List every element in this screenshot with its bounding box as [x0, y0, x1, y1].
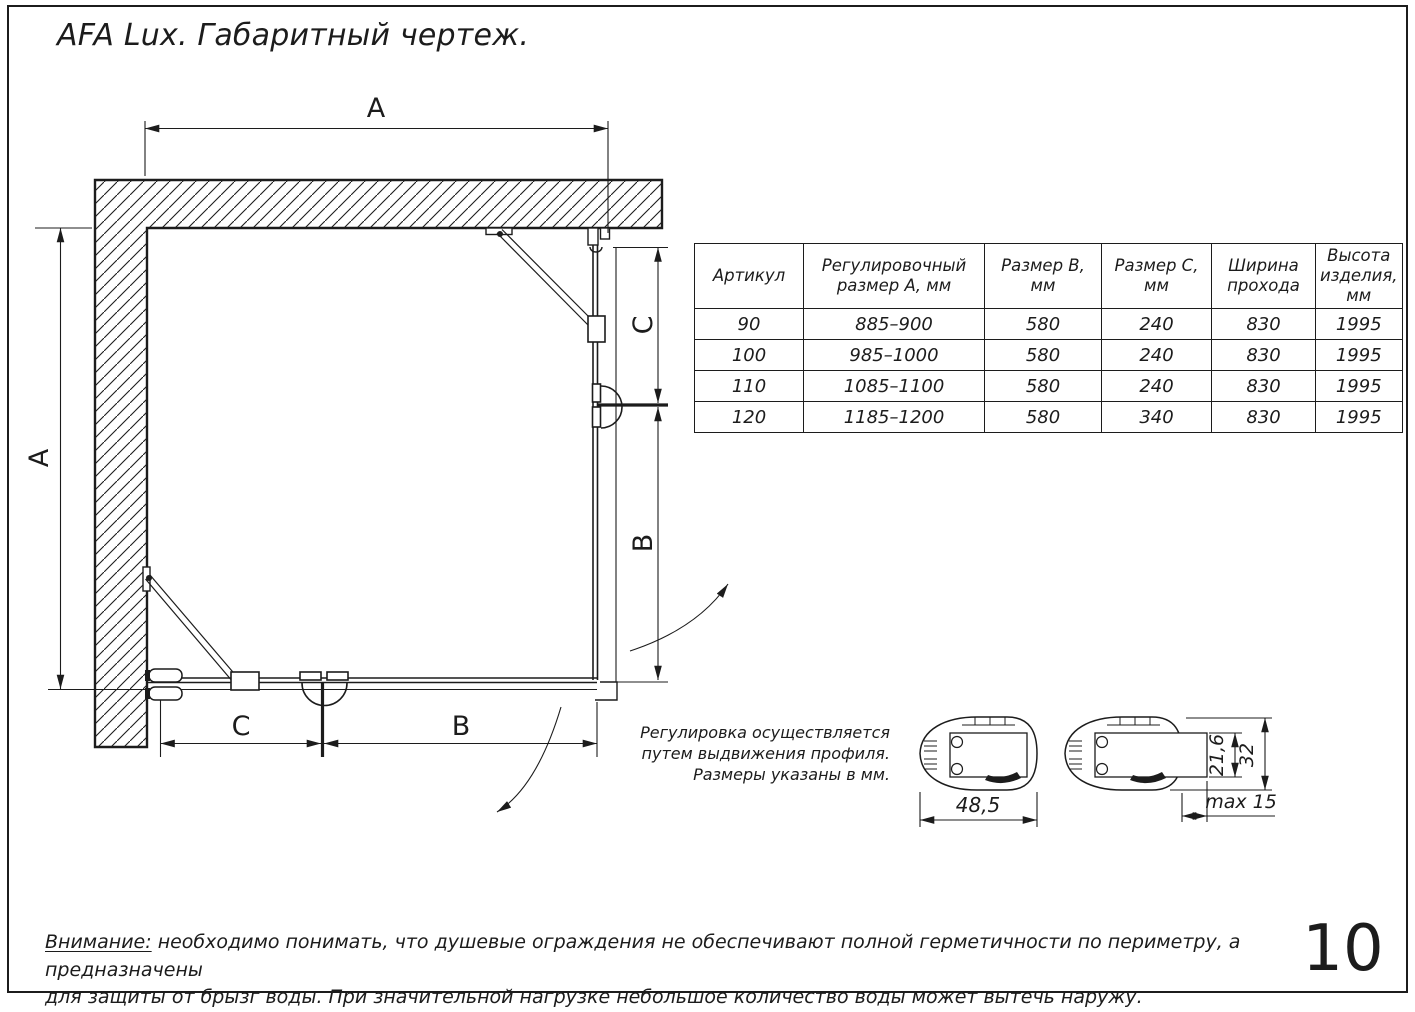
- profile-section-closed: [920, 717, 1037, 790]
- warning-line-1: Внимание: необходимо понимать, что душевые ограждения не обеспечивают полной герметичности по периметру, а предназначены: [45, 931, 1241, 981]
- cell: 830: [1212, 371, 1316, 402]
- dim-label-A-left: A: [24, 448, 55, 468]
- warning-label: Внимание:: [45, 931, 152, 953]
- table-row: [695, 371, 1403, 402]
- cell: 240: [1102, 309, 1212, 340]
- col-header-height: Высота изделия, мм: [1316, 244, 1403, 309]
- dim-label-C-right: C: [628, 315, 659, 335]
- bottom-wall-clamps: [145, 669, 182, 700]
- cell: 90: [695, 309, 804, 340]
- profile-width-label: 48,5: [955, 793, 1001, 817]
- cell: 1995: [1316, 371, 1403, 402]
- cell: 580: [985, 309, 1102, 340]
- note-line: путем выдвижения профиля.: [641, 744, 890, 763]
- table-row: [695, 340, 1403, 371]
- cell: 340: [1102, 402, 1212, 433]
- cell: 830: [1212, 309, 1316, 340]
- warning-text: [45, 929, 1315, 1012]
- col-header-article: Артикул: [695, 244, 804, 309]
- cell: 885–900: [804, 309, 985, 340]
- right-wall-bracket: [588, 228, 610, 252]
- cell: 240: [1102, 371, 1212, 402]
- page-number: 10: [1302, 912, 1384, 986]
- top-support-brace: [486, 228, 605, 342]
- cell: 985–1000: [804, 340, 985, 371]
- dimension-right: [613, 248, 668, 683]
- cell: 1085–1100: [804, 371, 985, 402]
- cell: 1995: [1316, 402, 1403, 433]
- dimension-bottom: [161, 700, 598, 757]
- cell: 830: [1212, 340, 1316, 371]
- cell: 830: [1212, 402, 1316, 433]
- dim-label-B-bottom: B: [451, 711, 471, 742]
- cell: 1995: [1316, 309, 1403, 340]
- col-header-pass-width: Ширина прохода: [1212, 244, 1316, 309]
- cell: 580: [985, 340, 1102, 371]
- table-row: [695, 402, 1403, 433]
- cell: 1995: [1316, 340, 1403, 371]
- right-glass-panel: [593, 230, 617, 700]
- cell: 110: [695, 371, 804, 402]
- cell: 1185–1200: [804, 402, 985, 433]
- col-header-size-c: Размер С, мм: [1102, 244, 1212, 309]
- dim-label-B-right: B: [628, 533, 659, 553]
- cell: 100: [695, 340, 804, 371]
- note-line: Регулировка осуществляется: [640, 723, 890, 742]
- dimensions-table: [694, 243, 1403, 433]
- adjustment-note: [640, 722, 890, 785]
- bottom-door-hinge: [300, 672, 348, 757]
- profile-section-extended: [1065, 717, 1207, 790]
- col-header-size-a: Регулировочный размер А, мм: [804, 244, 985, 309]
- cell: 240: [1102, 340, 1212, 371]
- page-title: AFA Lux. Габаритный чертеж.: [57, 18, 530, 53]
- col-header-size-b: Размер В, мм: [985, 244, 1102, 309]
- profile-inner-height-label: 21,6: [1206, 733, 1228, 777]
- cell: 120: [695, 402, 804, 433]
- profile-extension-label: max 15: [1205, 791, 1277, 813]
- profile-height-label: 32: [1236, 742, 1258, 768]
- dim-label-A-top: A: [366, 93, 386, 124]
- table-row: [695, 309, 1403, 340]
- right-door-hinge: [593, 384, 669, 428]
- table-header-row: [695, 244, 1403, 309]
- wall-section: [95, 180, 662, 747]
- note-line: Размеры указаны в мм.: [693, 765, 890, 784]
- dim-label-C-bottom: C: [231, 711, 251, 742]
- warning-line-2: для защиты от брызг воды. При значительной нагрузке небольшое количество воды может вытечь наружу.: [45, 986, 1143, 1008]
- cell: 580: [985, 402, 1102, 433]
- cell: 580: [985, 371, 1102, 402]
